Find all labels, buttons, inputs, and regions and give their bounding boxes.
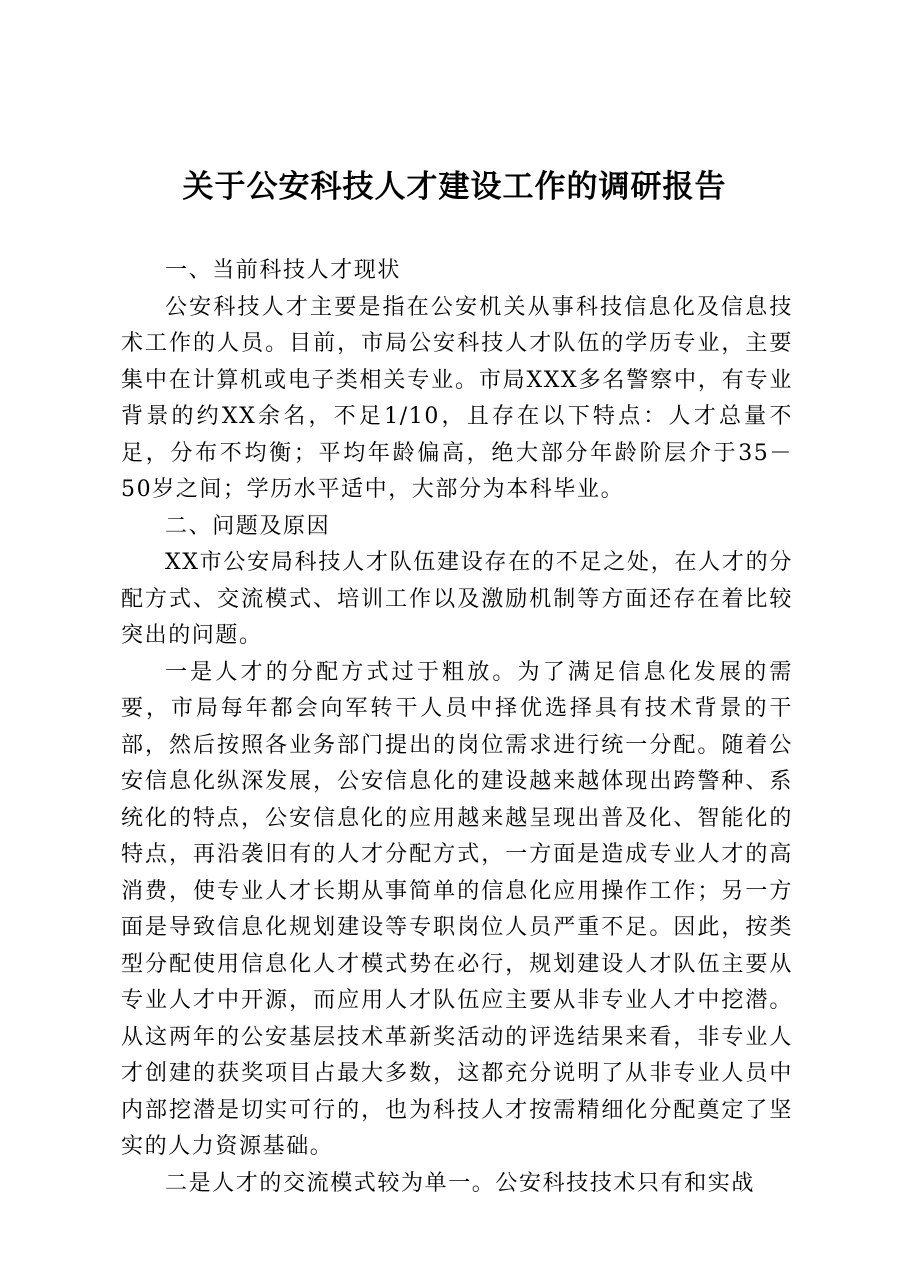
paragraph-allocation: 一是人才的分配方式过于粗放。为了满足信息化发展的需要，市局每年都会向军转干人员中择优选择具有技术背景的干部，然后按照各业务部门提出的岗位需求进行统一分配。随着公安信息化纵深发展，公安信息化的建设越来越体现出跨警种、系统化的特点，公安信息化的应用越来越呈现出普及化、智能化的特点，再沿袭旧有的人才分配方式，一方面是造成专业人才的高消费，使专业人才长期从事简单的信息化应用操作工作；另一方面是导致信息化规划建设等专职岗位人员严重不足。因此，按类型分配使用信息化人才模式势在必行，规划建设人才队伍主要从专业人才中开源，而应用人才队伍应主要从非专业人才中挖潜。从这两年的公安基层技术革新奖活动的评选结果来看，非专业人才创建的获奖项目占最大多数，这都充分说明了从非专业人员中内部挖潜是切实可行的，也为科技人才按需精细化分配奠定了坚实的人力资源基础。: [121, 659, 793, 1159]
document-body: [121, 253, 793, 1202]
paragraph-current-status: 公安科技人才主要是指在公安机关从事科技信息化及信息技术工作的人员。目前，市局公安科技人才队伍的学历专业，主要集中在计算机或电子类相关专业。市局XXX多名警察中，有专业背景的约XX余名，不足1/10，且存在以下特点：人才总量不足，分布不均衡；平均年龄偏高，绝大部分年龄阶层介于35－50岁之间；学历水平适中，大部分为本科毕业。: [121, 294, 793, 502]
paragraph-problems-intro: XX市公安局科技人才队伍建设存在的不足之处，在人才的分配方式、交流模式、培训工作以及激励机制等方面还存在着比较突出的问题。: [121, 550, 793, 648]
section-heading-problems: 二、问题及原因: [165, 513, 331, 539]
document-title: 关于公安科技人才建设工作的调研报告: [182, 169, 727, 205]
section-heading-current-status: 一、当前科技人才现状: [165, 258, 402, 283]
paragraph-exchange: 二是人才的交流模式较为单一。公安科技技术只有和实战: [165, 1170, 756, 1196]
